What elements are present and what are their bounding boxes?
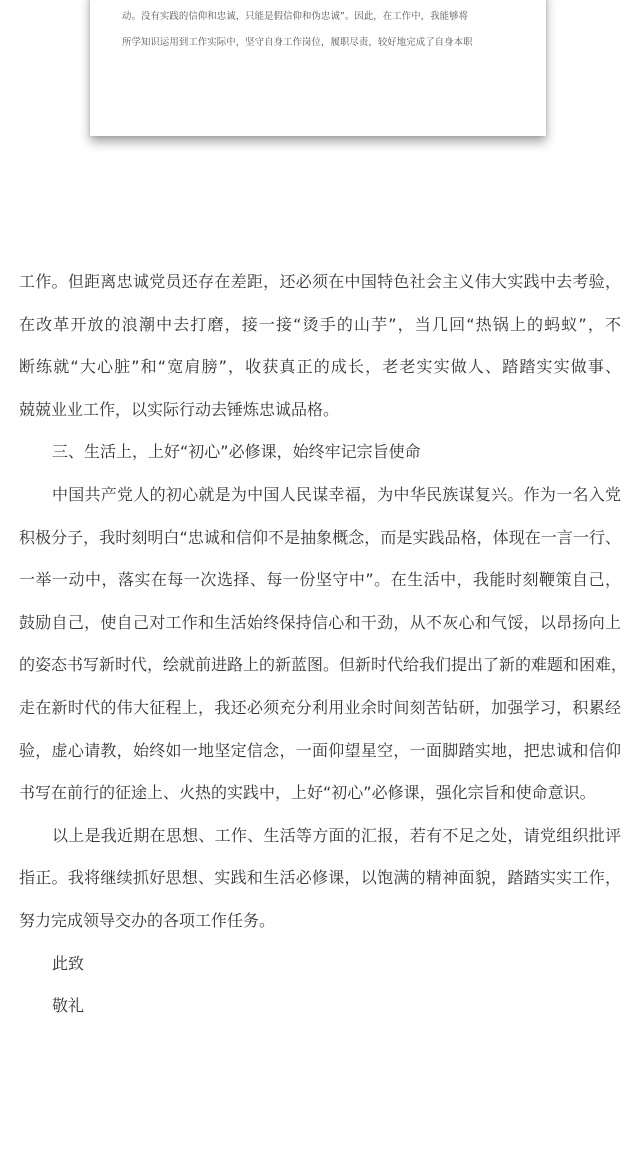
body-line: 验，虚心请教，始终如一地坚定信念，一面仰望星空，一面脚踏实地，把忠诚和信仰 <box>19 740 621 760</box>
report-body <box>19 261 628 1028</box>
closing-regards: 敬礼 <box>52 996 85 1016</box>
body-line: 一举一动中，落实在每一次选择、每一份坚守中”。在生活中，我能时刻鞭策自己， <box>19 570 621 590</box>
body-line: 工作。但距离忠诚党员还存在差距，还必须在中国特色社会主义伟大实践中去考验， <box>19 272 621 291</box>
body-line: 以上是我近期在思想、工作、生活等方面的汇报，若有不足之处，请党组织批评 <box>52 825 621 845</box>
preview-line: 所学知识运用到工作实际中，坚守自身工作岗位，履职尽责，较好地完成了自身本职 <box>122 37 473 48</box>
body-line: 走在新时代的伟大征程上，我还必须充分利用业余时间刻苦钻研，加强学习，积累经 <box>19 697 621 717</box>
section-heading: 三、生活上，上好“初心”必修课，始终牢记宗旨使命 <box>52 442 421 462</box>
body-line: 的姿态书写新时代，绘就前进路上的新蓝图。但新时代给我们提出了新的难题和困难， <box>19 655 628 675</box>
body-line: 在改革开放的浪潮中去打磨，接一接“烫手的山芋”，当几回“热锅上的蚂蚁”，不 <box>19 314 621 334</box>
body-line: 指正。我将继续抓好思想、实践和生活必修课，以饱满的精神面貌，踏踏实实工作， <box>19 868 621 888</box>
body-line: 兢兢业业工作，以实际行动去锤炼忠诚品格。 <box>19 399 340 419</box>
body-line: 书写在前行的征途上、火热的实践中，上好“初心”必修课，强化宗旨和使命意识。 <box>19 783 596 803</box>
body-line: 断练就“大心脏”和“宽肩膀”，收获真正的成长，老老实实做人、踏踏实实做事、 <box>19 357 621 377</box>
body-line: 鼓励自己，使自己对工作和生活始终保持信心和干劲，从不灰心和气馁，以昂扬向上 <box>19 612 621 632</box>
document-preview-card <box>90 0 546 136</box>
preview-line: 动。没有实践的信仰和忠诚，只能是假信仰和伪忠诚”。因此，在工作中，我能够将 <box>122 11 469 22</box>
body-line: 积极分子，我时刻明白“忠诚和信仰不是抽象概念，而是实践品格，体现在一言一行、 <box>19 527 621 547</box>
closing-salutation: 此致 <box>52 953 85 973</box>
body-line: 中国共产党人的初心就是为中国人民谋幸福，为中华民族谋复兴。作为一名入党 <box>52 484 621 504</box>
body-line: 努力完成领导交办的各项工作任务。 <box>19 910 276 930</box>
